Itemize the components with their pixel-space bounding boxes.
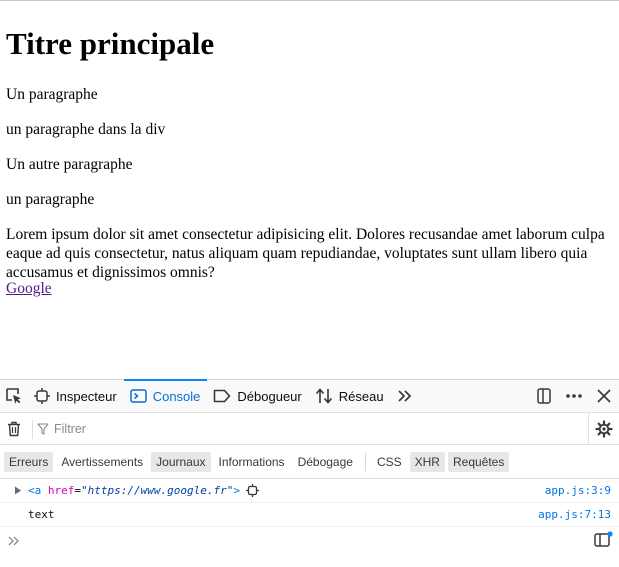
web-page [6,1,614,297]
divider [365,453,366,471]
tab-label: Console [152,388,201,404]
element-picker-icon[interactable] [0,380,28,412]
tab-debogueur[interactable] [207,380,308,412]
tab-inspecteur[interactable] [28,380,124,412]
console-settings-gear-icon[interactable] [588,413,619,444]
console-filter-bar [0,413,619,445]
divider [32,419,33,439]
more-options-icon[interactable] [559,380,589,412]
element-tag-open[interactable]: <a [28,484,42,497]
attribute-value: "https://www.google.fr" [81,484,234,497]
filter-funnel-icon [37,423,49,435]
tab-console[interactable] [124,380,208,412]
message-text: text [28,508,55,521]
page-heading: Titre principale [6,26,215,61]
paragraph-4: un paragraphe [6,191,95,208]
filter-input[interactable] [37,422,86,436]
paragraph-3: Un autre paragraphe [6,156,133,173]
paragraph-1: Un paragraphe [6,86,98,103]
message-source-link[interactable]: app.js:3:9 [544,484,611,497]
devtools-toolbar [0,380,619,413]
inspect-node-target-icon[interactable] [246,484,259,497]
filter-avertissements[interactable]: Avertissements [61,454,144,469]
element-tag-close: > [233,484,240,497]
tab-reseau[interactable] [309,380,391,412]
filter-erreurs[interactable]: Erreurs [4,452,53,472]
attribute-name: href [47,484,75,497]
debugger-icon [213,389,231,403]
close-icon[interactable] [589,380,619,412]
expand-arrow-icon[interactable] [0,486,28,495]
lorem-paragraph: Lorem ipsum dolor sit amet consectetur adipisicing elit. Dolores recusandae amet laborum culpa eaque ad quis consectetur, natus aliquam quam repudiandae, voluptates sunt ullam libero quia accusamus et dignissimos omnis? [6,226,605,281]
prompt-chevron-icon [0,536,28,546]
google-link[interactable]: Google [6,280,52,297]
console-message [0,503,619,527]
clear-console-trash-icon[interactable] [0,413,28,445]
tab-label: Réseau [338,388,384,404]
inspector-icon [34,388,50,404]
filter-css[interactable]: CSS [376,454,402,469]
console-message: <a href = "https://www.google.fr" > app.js:3:9 [0,479,619,503]
filter-xhr[interactable]: XHR [410,452,445,472]
network-icon [315,388,333,404]
dock-toggle-icon[interactable] [529,380,559,412]
console-input[interactable] [0,527,619,554]
filter-requetes[interactable]: Requêtes [448,452,509,472]
console-icon [130,388,147,404]
tab-label: Inspecteur [56,388,117,404]
paragraph-2: un paragraphe dans la div [6,121,166,138]
log-level-filters [0,445,619,479]
filter-debogage[interactable]: Débogage [297,454,353,469]
more-tabs-chevron-icon[interactable] [391,380,419,412]
editor-mode-toggle-icon[interactable] [593,531,613,549]
devtools-panel [0,379,619,567]
filter-placeholder: Filtrer [54,421,86,436]
message-source-link[interactable]: app.js:7:13 [538,508,611,521]
tab-label: Débogueur [237,388,302,404]
filter-informations[interactable]: Informations [218,454,285,469]
filter-journaux[interactable]: Journaux [151,452,210,472]
